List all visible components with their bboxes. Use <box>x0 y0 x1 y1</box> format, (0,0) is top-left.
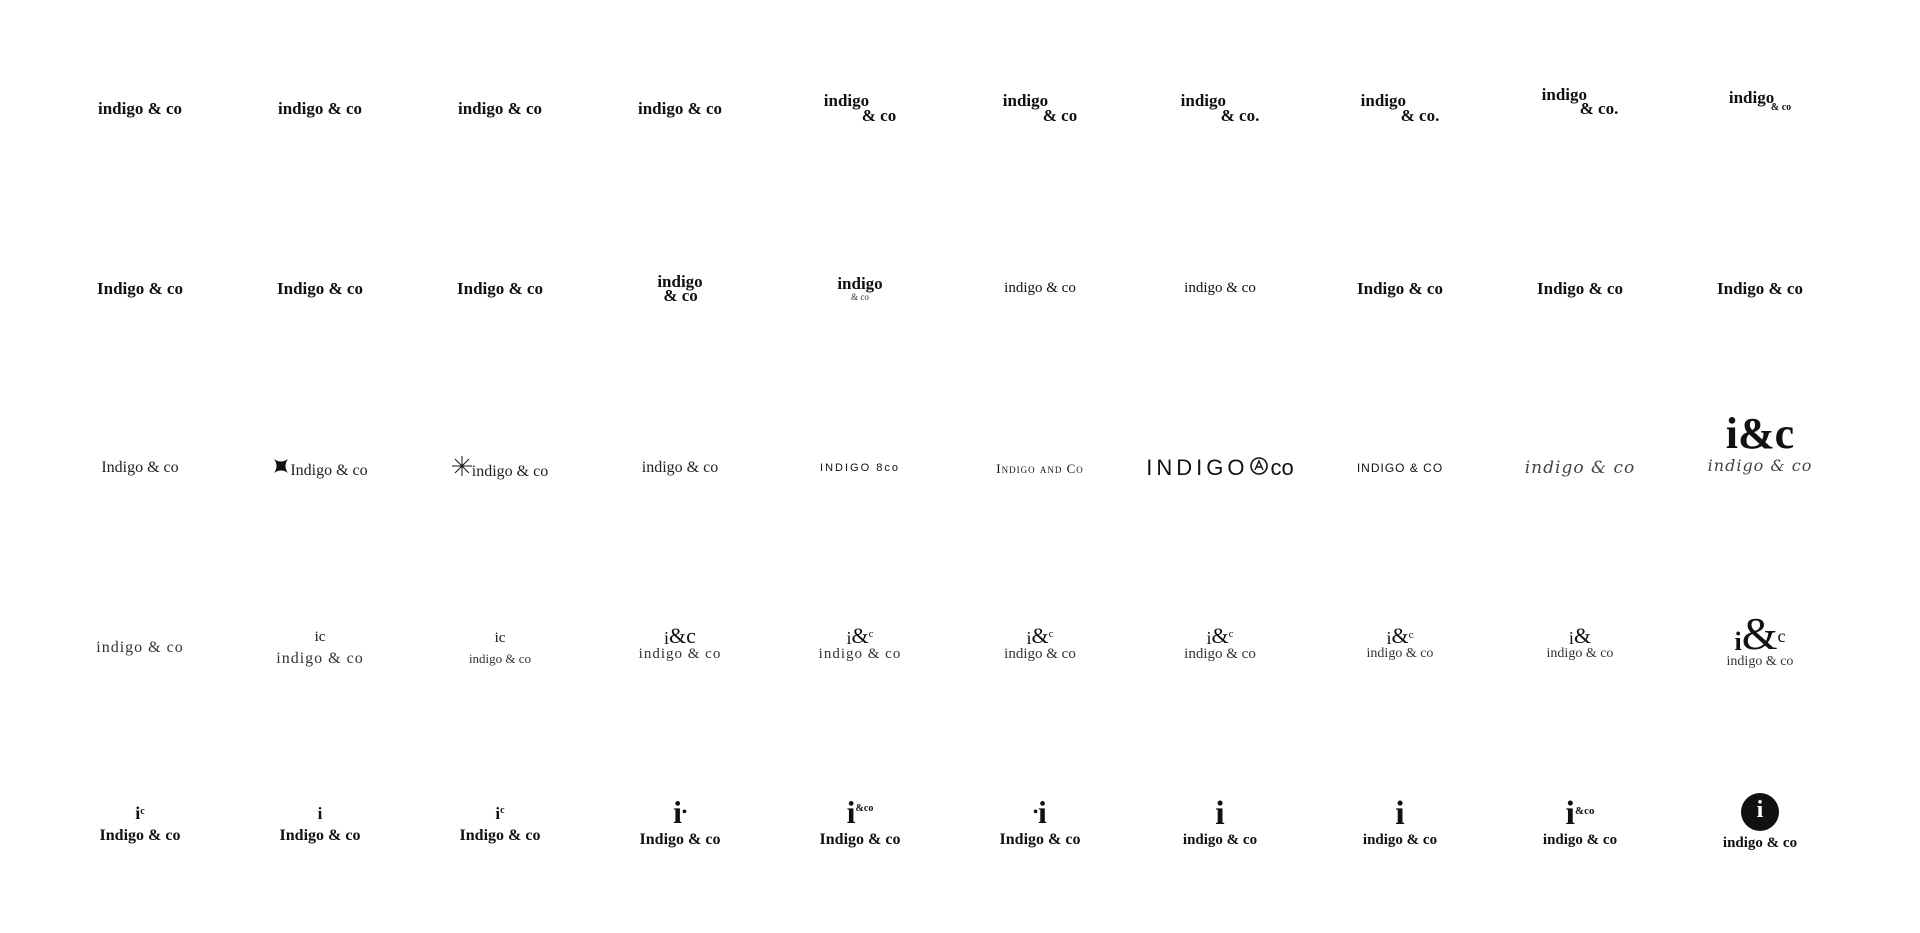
logo-text: Indigo & co <box>457 278 543 298</box>
logo-text: Indigo & co <box>1357 278 1443 298</box>
logo-stack <box>818 622 902 662</box>
logo-word-indigo: indigo <box>1541 84 1587 104</box>
logo-monogram: i&c <box>1725 409 1795 458</box>
logo-text: Indigo & co <box>97 278 183 298</box>
logo-r5c9 <box>1490 738 1670 918</box>
logo-stack <box>837 275 882 302</box>
logo-mono-i: i <box>1565 794 1575 832</box>
logo-r2c5 <box>770 198 950 378</box>
logo-r5c8 <box>1310 738 1490 918</box>
logo-r4c10 <box>1670 558 1850 738</box>
logo-mono-i: i <box>135 803 141 823</box>
logo-text: indigo & co <box>1184 645 1256 662</box>
logo-monogram <box>495 805 504 822</box>
logo-word-indigo: indigo <box>837 273 883 293</box>
logo-r1c7 <box>1130 18 1310 198</box>
logo-text: Indigo & co <box>1537 278 1623 298</box>
logo-monogram: ic <box>494 630 506 646</box>
logo-r4c3 <box>410 558 590 738</box>
logo-monogram <box>1565 794 1595 832</box>
logo-mono-c: c <box>140 805 145 817</box>
logo-text: indigo & co <box>96 639 184 656</box>
logo-mono-amp-co: &co <box>855 803 874 814</box>
logo-monogram <box>1026 622 1054 648</box>
logo-r2c10 <box>1670 198 1850 378</box>
logo-text: Indigo and Co <box>996 460 1084 476</box>
logo-text: indigo & co <box>1707 456 1813 475</box>
logo-r2c9 <box>1490 198 1670 378</box>
logo-r3c2 <box>230 378 410 558</box>
logo-r5c7 <box>1130 738 1310 918</box>
logo-stack <box>459 803 541 844</box>
logo-r2c4 <box>590 198 770 378</box>
logo-text: indigo & co <box>471 463 549 480</box>
logo-mono-amp: & <box>1211 622 1229 648</box>
logo-r5c1 <box>50 738 230 918</box>
logo-mono-c: c <box>500 805 505 816</box>
logo-monogram <box>1569 625 1591 647</box>
logo-text: indigo & co <box>1524 457 1636 478</box>
logo-r2c7 <box>1130 198 1310 378</box>
logo-r3c4 <box>590 378 770 558</box>
logo-r4c8 <box>1310 558 1490 738</box>
logo-r4c7 <box>1130 558 1310 738</box>
logo-text: indigo & co <box>457 98 543 118</box>
logo-mono-i: i <box>495 803 501 823</box>
logo-text: INDIGO & CO <box>1356 461 1444 475</box>
star-burst-icon <box>452 456 472 476</box>
logo-mono-i: i <box>1568 628 1574 648</box>
logo-stack <box>1362 794 1438 848</box>
logo-monogram <box>673 796 687 828</box>
logo-monogram <box>1386 625 1413 647</box>
logo-r1c2 <box>230 18 410 198</box>
logo-text: Indigo & co <box>459 826 541 844</box>
logo-r4c2 <box>230 558 410 738</box>
logo-text: indigo & co <box>1542 831 1618 848</box>
logo-monogram <box>846 622 874 648</box>
logo-stack <box>279 803 361 844</box>
logo-stack <box>638 622 722 662</box>
logo-text: indigo & co <box>97 98 183 118</box>
logo-mono-amp: & <box>1741 608 1778 660</box>
logo-word-indigo: indigo <box>657 271 703 291</box>
logo-monogram <box>1033 796 1047 828</box>
logo-r3c5 <box>770 378 950 558</box>
logo-mono-amp: & <box>1031 622 1049 648</box>
logo-text: Indigo & co <box>277 278 363 298</box>
logo-r2c2 <box>230 198 410 378</box>
logo-text: indigo & co <box>1546 646 1614 661</box>
logo-row <box>452 456 548 480</box>
logo-mono-amp: & <box>851 622 869 648</box>
logo-mono-dot: • <box>1033 805 1038 820</box>
logo-mono-i: i <box>1206 627 1212 648</box>
logo-stack <box>1542 794 1618 848</box>
logo-stack <box>1004 622 1076 662</box>
logo-text: Indigo & co <box>819 831 901 848</box>
logo-r3c9 <box>1490 378 1670 558</box>
logo-r5c5 <box>770 738 950 918</box>
logo-mono-i: i <box>1734 626 1742 656</box>
logo-text: Indigo & co <box>1717 278 1803 298</box>
logo-text: indigo & co <box>1366 646 1434 661</box>
logo-text: indigo & co <box>1362 831 1438 848</box>
logo-stack <box>276 630 363 667</box>
logo-word-amp-co: & co <box>851 291 869 302</box>
logo-word-amp-co: & co. <box>1400 106 1440 125</box>
logo-word-amp-co: & co <box>663 285 698 305</box>
logo-word-amp-co: & co <box>1770 102 1792 113</box>
logo-stack <box>1729 89 1791 113</box>
logo-text: indigo & co <box>1004 645 1076 662</box>
logo-stack <box>1722 796 1798 851</box>
logo-r5c4 <box>590 738 770 918</box>
logo-text: indigo & co <box>1184 279 1256 296</box>
logo-monogram <box>1734 608 1786 660</box>
logo-r3c10 <box>1670 378 1850 558</box>
logo-text: indigo & co <box>1182 831 1258 848</box>
logo-monogram <box>1206 622 1234 648</box>
logo-word-amp-co: & co. <box>1579 98 1619 118</box>
logo-word-indigo: indigo <box>1002 91 1049 110</box>
logo-stack <box>1003 92 1077 124</box>
logo-r5c6 <box>950 738 1130 918</box>
logo-r4c5 <box>770 558 950 738</box>
logo-monogram: i <box>1395 794 1405 832</box>
logo-word-indigo: indigo <box>1728 88 1775 107</box>
logo-stack <box>1184 622 1256 662</box>
logo-mono-i: i <box>1026 627 1032 648</box>
logo-word-indigo: INDIGO <box>1146 455 1249 480</box>
logo-stack <box>1542 86 1619 117</box>
logo-mono-amp-c: &c <box>669 622 696 648</box>
logo-stack <box>999 794 1081 848</box>
logo-r2c6 <box>950 198 1130 378</box>
logo-word-indigo: indigo <box>1180 91 1226 110</box>
logo-mono-c: c <box>868 628 874 641</box>
logo-text: Indigo & co <box>290 462 368 479</box>
logo-stack <box>1366 623 1434 661</box>
logo-mono-i: i <box>1386 628 1392 648</box>
logo-r3c6 <box>950 378 1130 558</box>
logo-stack <box>99 803 181 844</box>
logo-r3c8 <box>1310 378 1490 558</box>
logo-word-co: co <box>1270 455 1294 480</box>
logo-mono-amp: & <box>1391 623 1409 648</box>
logo-r2c1 <box>50 198 230 378</box>
logo-r5c2 <box>230 738 410 918</box>
logo-text: indigo & co <box>468 651 532 666</box>
logo-grid <box>50 18 1850 918</box>
logo-mono-c: c <box>1228 628 1234 641</box>
logo-text: Indigo & co <box>279 826 361 844</box>
logo-monogram: i <box>317 803 323 823</box>
logo-mono-i: i <box>664 627 670 648</box>
logo-r5c10 <box>1670 738 1850 918</box>
logo-stack <box>1181 92 1260 124</box>
logo-r3c7 <box>1130 378 1310 558</box>
logo-r1c1 <box>50 18 230 198</box>
logo-r1c6 <box>950 18 1130 198</box>
logo-mono-i: i <box>846 794 856 830</box>
logo-text: indigo & co <box>641 459 719 476</box>
logo-r3c1 <box>50 378 230 558</box>
logo-stack <box>1726 608 1794 669</box>
logo-text: indigo & co <box>1726 653 1794 669</box>
logo-mono-i: i <box>1038 794 1047 830</box>
black-circle-icon <box>1740 792 1780 832</box>
logo-text: indigo & co <box>277 98 363 118</box>
logo-word-amp-co: & co <box>1042 106 1078 125</box>
logo-r4c1 <box>50 558 230 738</box>
logo-stack <box>469 631 531 665</box>
logo-mono-dot: • <box>681 805 687 820</box>
logo-stack <box>639 794 721 848</box>
logo-monogram <box>847 796 874 828</box>
logo-text: Indigo & co <box>639 831 721 848</box>
logo-word-indigo: indigo <box>1360 91 1406 110</box>
logo-monogram: i <box>1215 794 1225 832</box>
logo-mono-c: c <box>1777 625 1786 646</box>
logo-stack <box>824 92 896 124</box>
logo-r1c8 <box>1310 18 1490 198</box>
logo-text: indigo & co <box>1004 279 1076 296</box>
logo-monogram <box>135 804 144 822</box>
logo-text: Indigo & co <box>101 459 179 476</box>
logo-r4c4 <box>590 558 770 738</box>
logo-mono-c: c <box>1408 628 1414 641</box>
x-flower-icon <box>272 457 290 475</box>
logo-stack <box>657 273 702 304</box>
logo-stack <box>1546 623 1614 661</box>
logo-stack <box>1707 409 1813 475</box>
logo-text: indigo & co <box>818 645 902 662</box>
logo-text: indigo & co <box>637 98 723 118</box>
logo-word-amp-co: & co. <box>1220 106 1260 125</box>
logo-word-amp-co: & co <box>861 106 897 125</box>
logo-mono-amp-co: &co <box>1574 804 1595 817</box>
logo-r4c6 <box>950 558 1130 738</box>
logo-r1c10 <box>1670 18 1850 198</box>
logo-r1c3 <box>410 18 590 198</box>
logo-r2c8 <box>1310 198 1490 378</box>
logo-stack <box>1182 794 1258 848</box>
logo-monogram: ic <box>314 628 326 645</box>
logo-r5c3 <box>410 738 590 918</box>
logo-r3c3 <box>410 378 590 558</box>
logo-word-indigo: indigo <box>823 91 870 110</box>
logo-r1c4 <box>590 18 770 198</box>
logo-row <box>1146 457 1293 479</box>
logo-mono-amp: & <box>1573 623 1592 648</box>
logo-text: indigo & co <box>1722 834 1798 851</box>
circle-a-icon <box>1250 457 1268 475</box>
logo-r1c5 <box>770 18 950 198</box>
logo-text: Indigo & co <box>999 831 1081 848</box>
logo-mono-i: i <box>1756 796 1764 823</box>
logo-text: indigo & co <box>276 649 364 667</box>
logo-stack <box>819 794 901 848</box>
logo-mono-i: i <box>673 794 682 830</box>
logo-r1c9 <box>1490 18 1670 198</box>
logo-text: indigo & co <box>638 645 722 662</box>
logo-r2c3 <box>410 198 590 378</box>
logo-mono-i: i <box>846 627 852 648</box>
logo-r4c9 <box>1490 558 1670 738</box>
logo-monogram <box>664 622 696 648</box>
logo-text: INDIGO 8co <box>820 461 900 474</box>
logo-stack <box>1361 92 1440 124</box>
logo-row <box>272 457 367 479</box>
logo-mono-c: c <box>1048 628 1054 641</box>
logo-text: Indigo & co <box>99 827 181 844</box>
